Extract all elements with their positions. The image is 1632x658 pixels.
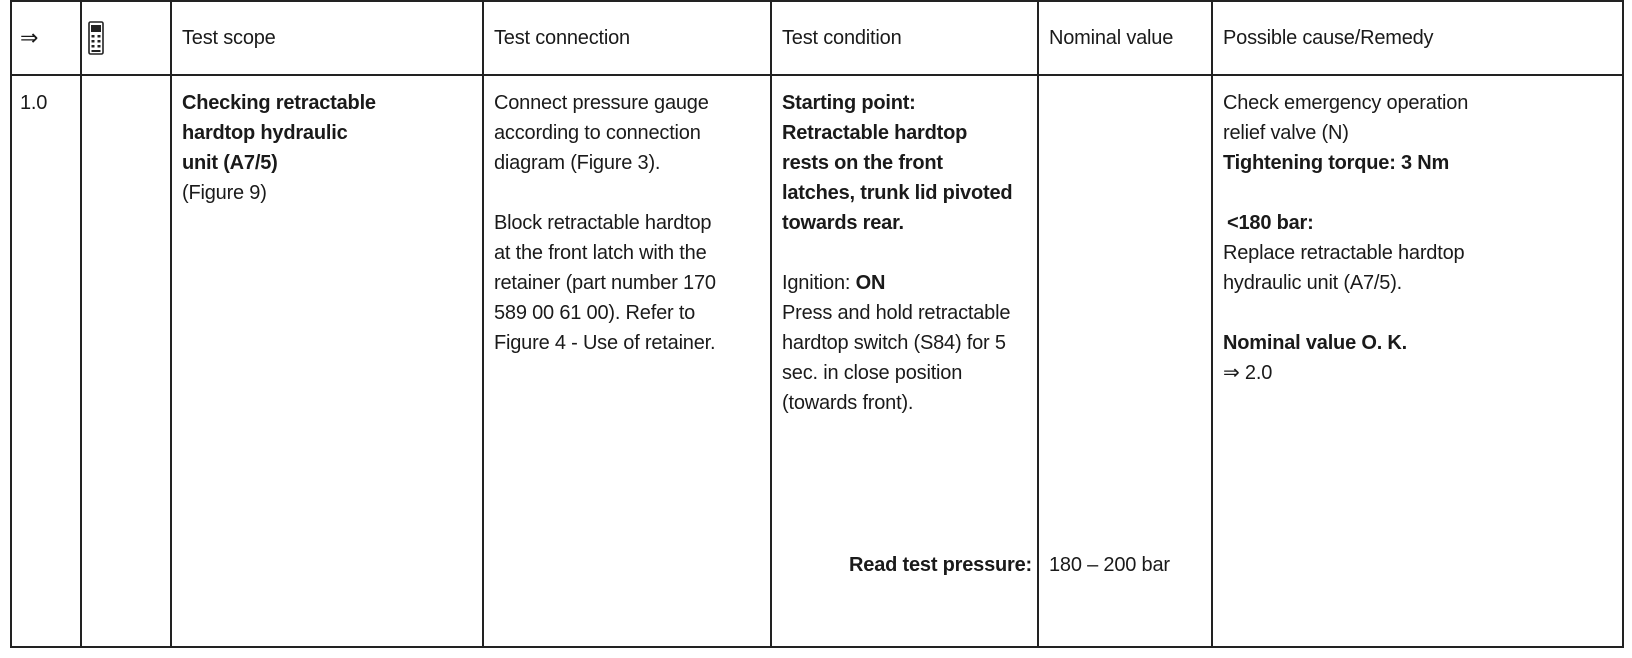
- ignition-value: ON: [855, 272, 886, 294]
- low-pressure-remedy: Replace retractable hardtop: [1223, 242, 1465, 264]
- connection-line: Connect pressure gauge: [494, 92, 709, 114]
- condition-press-line: Press and hold retractable: [782, 302, 1011, 324]
- header-test-scope: Test scope: [182, 26, 276, 49]
- test-connection-cell: [494, 88, 716, 358]
- paragraph-gap: [1223, 298, 1468, 328]
- possible-cause-cell: [1223, 88, 1468, 388]
- cause-line: relief valve (N): [1223, 122, 1349, 144]
- condition-start-line: latches, trunk lid pivoted: [782, 182, 1013, 204]
- connection-line: Block retractable hardtop: [494, 212, 712, 234]
- connection-line: at the front latch with the: [494, 242, 707, 264]
- connection-line: according to connection: [494, 122, 701, 144]
- cause-line: Check emergency operation: [1223, 92, 1469, 114]
- connection-line: diagram (Figure 3).: [494, 152, 661, 174]
- condition-press-line: sec. in close position: [782, 362, 963, 384]
- header-divider: [12, 74, 1622, 76]
- low-pressure-label: <180 bar:: [1227, 212, 1314, 234]
- condition-start-line: rests on the front: [782, 152, 943, 174]
- condition-press-line: (towards front).: [782, 392, 914, 414]
- header-possible-cause: Possible cause/Remedy: [1223, 26, 1434, 49]
- scope-title-line: Checking retractable: [182, 92, 376, 114]
- low-pressure-remedy: hydraulic unit (A7/5).: [1223, 272, 1403, 294]
- header-test-connection: Test connection: [494, 26, 630, 49]
- read-test-pressure: Read test pressure:: [849, 554, 1032, 576]
- step-number: 1.0: [20, 92, 48, 114]
- connection-line: Figure 4 - Use of retainer.: [494, 332, 716, 354]
- condition-press-line: hardtop switch (S84) for 5: [782, 332, 1006, 354]
- paragraph-gap: [494, 178, 716, 208]
- test-condition-cell: [782, 88, 1012, 418]
- next-step-link: ⇒ 2.0: [1223, 362, 1273, 384]
- header-nominal-value: Nominal value: [1049, 26, 1174, 49]
- test-scope-cell: [182, 88, 376, 208]
- paragraph-gap: [782, 238, 1012, 268]
- nominal-value: 180 – 200 bar: [1049, 554, 1170, 576]
- ignition-label: Ignition:: [782, 272, 856, 294]
- condition-start-line: Retractable hardtop: [782, 122, 968, 144]
- scope-title-line: hardtop hydraulic: [182, 122, 348, 144]
- paragraph-gap: [1223, 178, 1468, 208]
- header-test-condition: Test condition: [782, 26, 902, 49]
- connection-line: 589 00 61 00). Refer to: [494, 302, 696, 324]
- condition-start-line: towards rear.: [782, 212, 904, 234]
- scope-figure-ref: (Figure 9): [182, 182, 267, 204]
- nominal-ok-label: Nominal value O. K.: [1223, 332, 1408, 354]
- connection-line: retainer (part number 170: [494, 272, 716, 294]
- header-arrow: ⇒: [20, 25, 39, 50]
- tightening-torque: Tightening torque: 3 Nm: [1223, 152, 1450, 174]
- condition-start-line: Starting point:: [782, 92, 916, 114]
- scope-title-line: unit (A7/5): [182, 152, 278, 174]
- ignition-line: [782, 268, 1012, 298]
- diagnostic-test-table: [10, 0, 1624, 648]
- tester-icon: [88, 2, 168, 74]
